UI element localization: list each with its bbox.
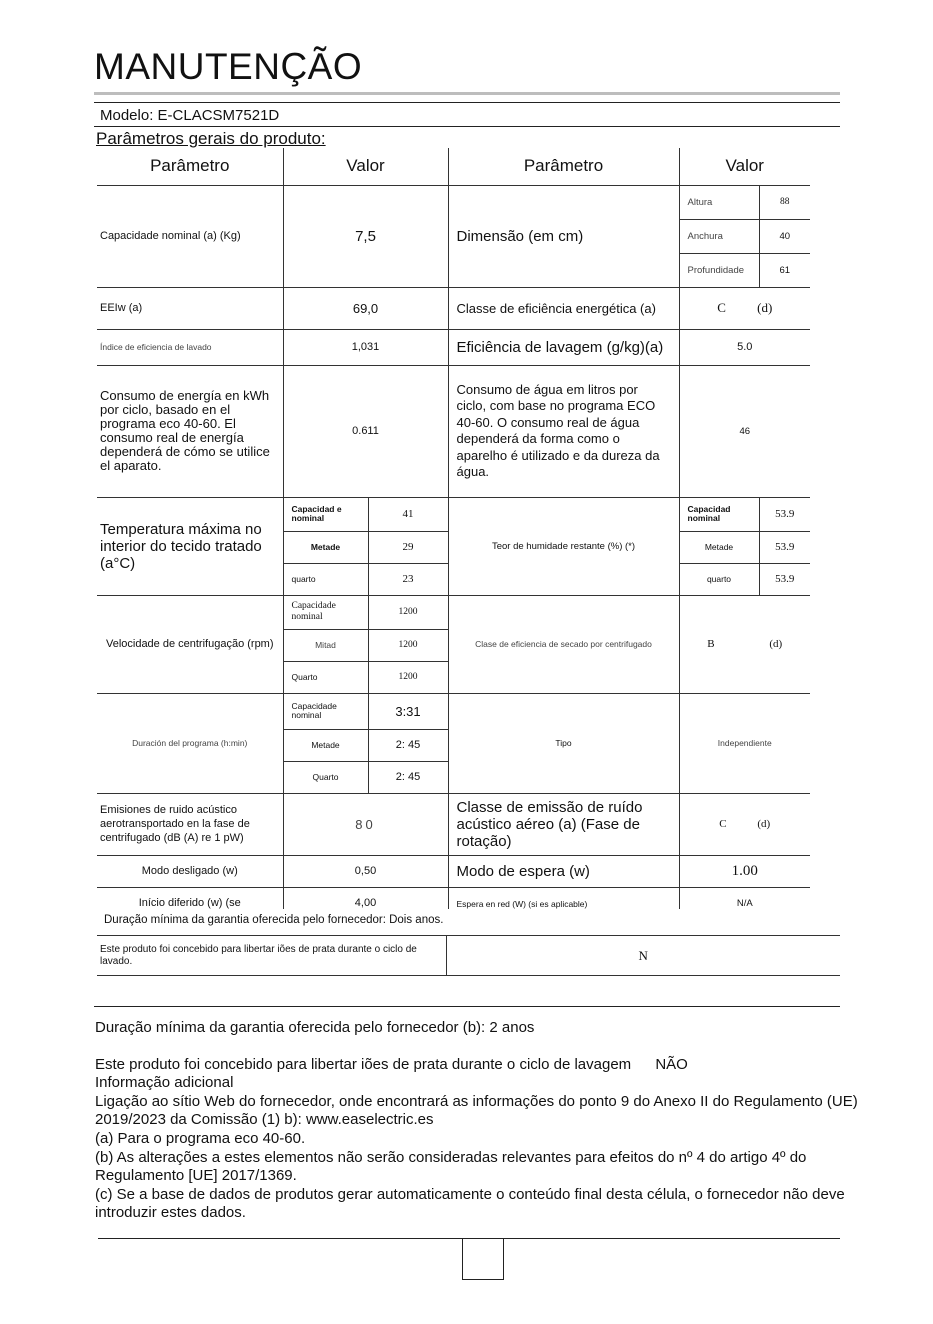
standby-mode-label: Modo de espera (w)	[448, 855, 679, 887]
header-value: Valor	[679, 148, 810, 185]
dimension-label: Dimensão (em cm)	[448, 185, 679, 287]
delay-start-value: 4,00	[283, 887, 448, 909]
energy-class-letter: C	[717, 300, 726, 315]
silver-text-line	[95, 1056, 895, 1075]
silver-text-value: NÃO	[655, 1055, 688, 1073]
off-mode-label: Modo desligado (w)	[97, 855, 283, 887]
moisture-row-value: 53.9	[759, 563, 810, 595]
spin-class-letter: B	[707, 638, 715, 650]
model-name: Modelo: E-CLACSM7521D	[100, 107, 280, 124]
type-value: Independiente	[679, 693, 810, 793]
title-underline	[94, 92, 840, 95]
energy-class-note: (d)	[757, 300, 773, 315]
supplier-link-text: Ligação ao sítio Web do fornecedor, onde encontrará as informações do ponto 9 do Anexo II do Regulamento (UE) 2019/2023 da Comissão (1) b): www.easelectric.es	[95, 1092, 858, 1129]
type-label: Tipo	[448, 693, 679, 793]
program-duration-label: Duración del programa (h:min)	[97, 693, 283, 793]
noise-value: 80	[283, 793, 448, 855]
spin-class-label: Clase de eficiencia de secado por centrifugado	[448, 595, 679, 693]
water-consumption-value: 46	[679, 365, 810, 497]
spin-row-label: Quarto	[283, 661, 368, 693]
header-parameter: Parâmetro	[448, 148, 679, 185]
width-label: Anchura	[679, 219, 759, 253]
moisture-label: Teor de humidade restante (%) (*)	[448, 497, 679, 595]
divider	[94, 102, 840, 103]
silver-text: Este produto foi concebido para libertar iões de prata durante o ciclo de lavagem	[95, 1055, 632, 1073]
moisture-row-value: 53.9	[759, 497, 810, 531]
footnote-a: (a) Para o programa eco 40-60.	[95, 1129, 306, 1147]
capacity-label: Capacidade nominal (a) (Kg)	[97, 185, 283, 287]
spin-class-note: (d)	[769, 638, 783, 650]
eeiw-value: 69,0	[283, 287, 448, 329]
energy-class-value	[679, 287, 810, 329]
temp-row-label: Capacidad e nominal	[283, 497, 368, 531]
off-mode-value: 0,50	[283, 855, 448, 887]
warranty-note-overlap: Duração mínima da garantia oferecida pelo fornecedor: Dois anos.	[104, 914, 444, 926]
noise-class-value	[679, 793, 810, 855]
water-consumption-label: Consumo de água em litros por ciclo, com base no programa ECO 40-60. O consumo real de água dependerá da forma como o aparelho é utilizado e da dureza da água.	[448, 365, 679, 497]
additional-info-heading: Informação adicional	[95, 1074, 234, 1092]
spin-row-value: 1200	[368, 661, 448, 693]
standby-mode-value: 1.00	[679, 855, 810, 887]
spin-row-label: Capacidade nominal	[283, 595, 368, 629]
moisture-row-label: quarto	[679, 563, 759, 595]
temp-row-label: quarto	[283, 563, 368, 595]
temp-row-label: Metade	[283, 531, 368, 563]
header-value: Valor	[283, 148, 448, 185]
moisture-row-value: 53.9	[759, 531, 810, 563]
spin-row-label: Mitad	[283, 629, 368, 661]
width-value: 40	[759, 219, 810, 253]
page-number-box	[462, 1238, 504, 1280]
spin-row-value: 1200	[368, 629, 448, 661]
header-parameter: Parâmetro	[97, 148, 283, 185]
depth-label: Profundidade	[679, 253, 759, 287]
networked-standby-value: N/A	[679, 887, 810, 909]
noise-class-label: Classe de emissão de ruído acústico aéreo (a) (Fase de rotação)	[448, 793, 679, 855]
noise-class-note: (d)	[757, 818, 771, 830]
spin-class-value	[679, 595, 810, 693]
duration-row-label: Capacidade nominal	[283, 693, 368, 729]
washing-efficiency-label: Eficiência de lavagem (g/kg)(a)	[448, 329, 679, 365]
temp-row-value: 29	[368, 531, 448, 563]
washing-index-label: Índice de eficiencia de lavado	[97, 329, 283, 365]
footnote-b: (b) As alterações a estes elementos não serão consideradas relevantes para efeitos do nº 4 do artigo 4º do Regulamento [UE] 2017/1369.	[95, 1148, 807, 1185]
energy-consumption-value: 0.611	[283, 365, 448, 497]
divider	[94, 126, 840, 127]
spin-speed-label: Velocidade de centrifugação (rpm)	[97, 595, 283, 693]
energy-consumption-label: Consumo de energía en kWh por ciclo, basado en el programa eco 40-60. El consumo real de energía dependerá de cómo se utilice el aparato.	[97, 365, 283, 497]
duration-row-value: 2: 45	[368, 761, 448, 793]
capacity-value: 7,5	[283, 185, 448, 287]
divider	[94, 1006, 840, 1007]
spin-row-value: 1200	[368, 595, 448, 629]
duration-row-value: 3:31	[368, 693, 448, 729]
duration-row-label: Metade	[283, 729, 368, 761]
footnote-c: (c) Se a base de dados de produtos gerar automaticamente o conteúdo final desta célula, o fornecedor não deve introduzir estes dados.	[95, 1185, 845, 1222]
height-value: 88	[759, 185, 810, 219]
noise-class-letter: C	[719, 818, 727, 830]
moisture-row-label: Metade	[679, 531, 759, 563]
product-parameters-table	[97, 148, 810, 909]
networked-standby-label: Espera en red (W) (si es aplicable)	[448, 887, 679, 909]
silver-ions-value: N	[446, 936, 840, 976]
duration-row-value: 2: 45	[368, 729, 448, 761]
section-heading: Parâmetros gerais do produto:	[96, 129, 326, 148]
temperature-label: Temperatura máxima no interior do tecido tratado (a°C)	[97, 497, 283, 595]
temp-row-value: 23	[368, 563, 448, 595]
eeiw-label: EEIw (a)	[97, 287, 283, 329]
page-title: MANUTENÇÃO	[94, 46, 363, 87]
delay-start-label: Início diferido (w) (se	[138, 897, 241, 909]
moisture-row-label: Capacidad nominal	[679, 497, 759, 531]
warranty-text: Duração mínima da garantia oferecida pelo fornecedor (b): 2 anos	[95, 1019, 535, 1036]
noise-label: Emisiones de ruido acústico aerotransportado en la fase de centrifugado (dB (A) re 1 pW)	[97, 793, 283, 855]
silver-ions-label: Este produto foi concebido para libertar iões de prata durante o ciclo de lavado.	[97, 936, 446, 976]
temp-row-value: 41	[368, 497, 448, 531]
energy-class-label: Classe de eficiência energética (a)	[448, 287, 679, 329]
depth-value: 61	[759, 253, 810, 287]
washing-index-value: 1,031	[283, 329, 448, 365]
height-label: Altura	[679, 185, 759, 219]
silver-ions-table	[97, 935, 840, 976]
washing-efficiency-value: 5.0	[679, 329, 810, 365]
duration-row-label: Quarto	[283, 761, 368, 793]
additional-info	[95, 1019, 895, 1223]
